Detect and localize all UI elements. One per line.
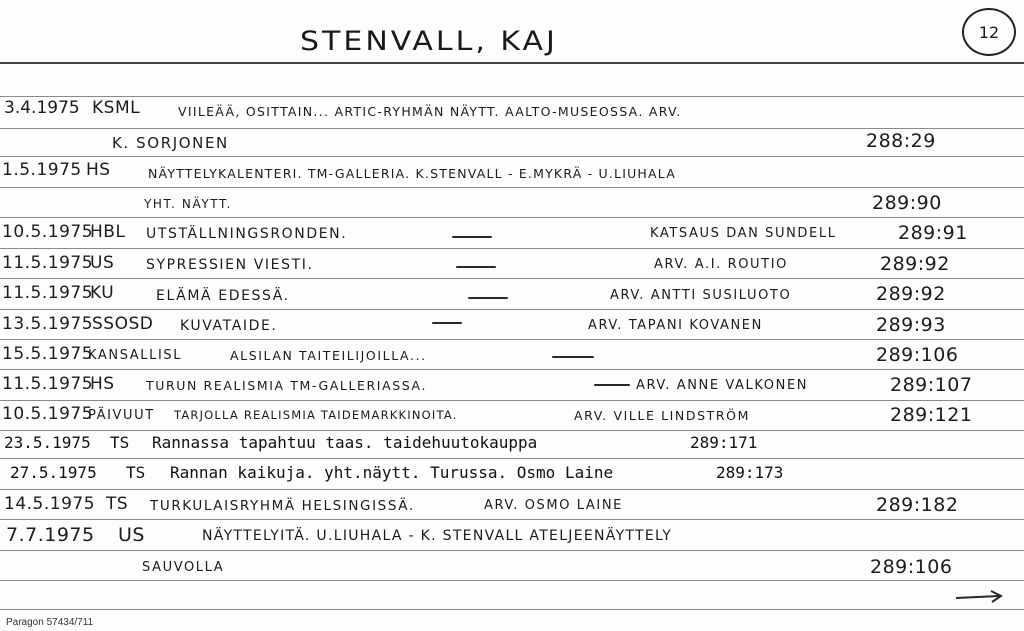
entry-text: ALSILAN TAITEILIJOILLA... [230,348,427,363]
ruled-line [0,369,1024,370]
entry-text: Rannan kaikuja. yht.näytt. Turussa. Osmo Laine [170,463,614,482]
entry-source: KU [90,283,115,303]
entry-ref: 289:121 [890,404,973,426]
entry-text: Rannassa tapahtuu taas. taidehuutokauppa [152,433,538,452]
entry-source: US [118,524,145,546]
header-rule [0,62,1024,64]
entry-date: 11.5.1975 [2,253,94,273]
entry-text: NÄYTTELYKALENTERI. TM-GALLERIA. K.STENVALL - E.MYKRÄ - U.LIUHALA [148,166,676,181]
entry-ref: 289:106 [870,556,953,578]
entry-source: US [90,253,115,273]
entry-text: ELÄMÄ EDESSÄ. [156,288,290,304]
entry-text: TURUN REALISMIA TM-GALLERIASSA. [146,378,428,393]
entry-text: TARJOLLA REALISMIA TAIDEMARKKINOITA. [174,408,458,422]
entry-reviewer: KATSAUS DAN SUNDELL [650,226,837,241]
entry-ref: 288:29 [866,130,936,152]
ruled-line [0,96,1024,97]
entry-text: UTSTÄLLNINGSRONDEN. [146,226,348,242]
ruled-line [0,458,1024,459]
ruled-line [0,580,1024,581]
entry-ref: 289:107 [890,374,973,396]
entry-reviewer: ARV. ANNE VALKONEN [636,378,809,393]
entry-ref: 289:182 [876,494,959,516]
entry-source: TS [106,494,129,514]
entry-text: VIILEÄÄ, OSITTAIN... ARTIC-RYHMÄN NÄYTT. AALTO-MUSEOSSA. ARV. [178,104,682,119]
entry-text: KUVATAIDE. [180,318,278,334]
ruled-line [0,309,1024,310]
ruled-line [0,400,1024,401]
entry-date: 10.5.1975 [2,404,94,424]
entry-ref: 289:171 [690,433,758,452]
entry-source: SSOSD [92,314,154,334]
ditto-dash [468,297,508,299]
ruled-line [0,519,1024,520]
entry-text: TURKULAISRYHMÄ HELSINGISSÄ. [150,498,415,514]
entry-source: KSML [92,98,141,118]
ruled-line [0,128,1024,129]
entry-source: HS [86,160,111,180]
card-title: STENVALL, KAJ [300,25,558,58]
entry-reviewer: ARV. OSMO LAINE [484,498,623,513]
entry-ref: 289:106 [876,344,959,366]
entry-date: 11.5.1975 [2,283,94,303]
entry-date: 23.5.1975 [4,433,91,452]
entry-source: PÄIVUUT [88,408,155,423]
ditto-dash [452,236,492,238]
entry-ref: 289:93 [876,314,946,336]
entry-source: TS [126,463,146,482]
entry-text: YHT. NÄYTT. [144,197,232,211]
entry-text: SYPRESSIEN VIESTI. [146,257,314,273]
ruled-line [0,430,1024,431]
ruled-line [0,550,1024,551]
entry-ref: 289:91 [898,222,968,244]
arrow-right-icon [955,590,1005,604]
ruled-line [0,217,1024,218]
entry-date: 14.5.1975 [4,494,96,514]
entry-date: 7.7.1975 [6,524,95,546]
entry-reviewer: ARV. A.I. ROUTIO [654,257,788,272]
entry-reviewer: ARV. VILLE LINDSTRÖM [574,408,750,423]
entry-date: 13.5.1975 [2,314,94,334]
ditto-dash [552,356,594,358]
ruled-line [0,156,1024,157]
ditto-dash [432,322,462,324]
entry-ref: 289:173 [716,463,784,482]
entry-date: 27.5.1975 [10,463,97,482]
entry-date: 10.5.1975 [2,222,94,242]
card-number-badge: 12 [962,8,1016,56]
ruled-line [0,339,1024,340]
ruled-line [0,248,1024,249]
entry-date: 1.5.1975 [2,160,82,180]
ditto-dash [594,384,630,386]
entry-date: 15.5.1975 [2,344,94,364]
ruled-line [0,489,1024,490]
ruled-line [0,609,1024,610]
entry-ref: 289:92 [880,253,950,275]
ruled-line [0,278,1024,279]
entry-text: SAUVOLLA [142,560,225,575]
entry-date: 11.5.1975 [2,374,94,394]
entry-date: 3.4.1975 [4,98,80,118]
ruled-line [0,187,1024,188]
entry-reviewer: ARV. TAPANI KOVANEN [588,318,763,333]
entry-text: NÄYTTELYITÄ. U.LIUHALA - K. STENVALL ATELJEENÄYTTELY [202,528,673,544]
entry-ref: 289:92 [876,283,946,305]
entry-source: TS [110,433,130,452]
entry-source: KANSALLISL [88,348,183,363]
entry-source: HS [90,374,115,394]
entry-reviewer: ARV. ANTTI SUSILUOTO [610,288,792,303]
entry-ref: 289:90 [872,192,942,214]
entry-text: K. SORJONEN [112,134,229,152]
card-footer: Paragon 57434/711 [6,617,94,628]
ditto-dash [456,266,496,268]
entry-source: HBL [90,222,126,242]
